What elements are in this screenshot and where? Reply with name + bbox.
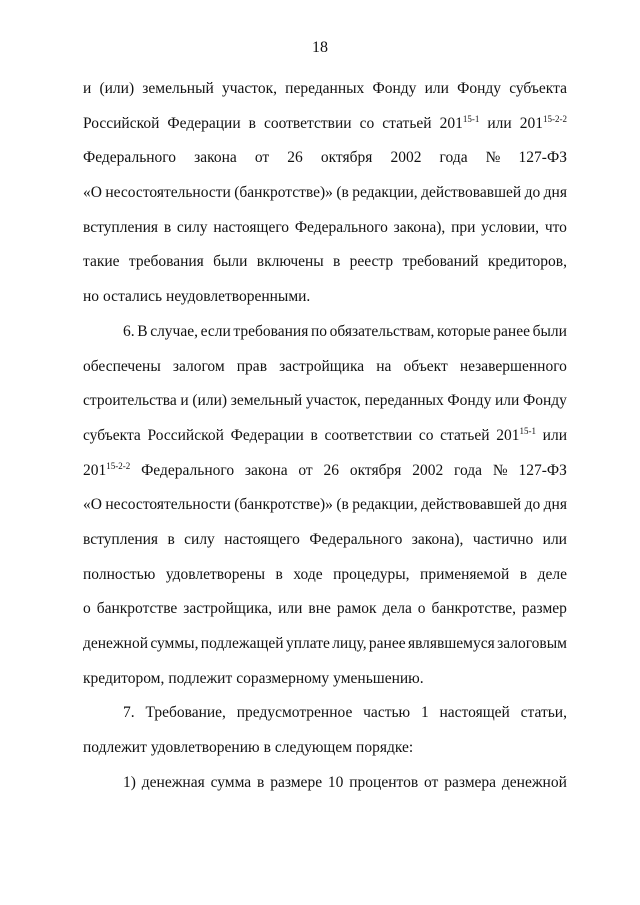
page-number: 18 [312, 39, 328, 56]
text-line: о банкротстве застройщика, или вне рамок дела о банкротстве, размер [83, 600, 567, 618]
text-line: 7. Требование, предусмотренное частью 1 настоящей статьи, [123, 704, 567, 722]
text-line: такие требования были включены в реестр требований кредиторов, [83, 253, 567, 271]
text-line: вступления в силу настоящего Федерального закона), при условии, что [83, 218, 567, 236]
text-line: подлежит удовлетворению в следующем порядке: [83, 739, 414, 757]
text-line: обеспечены залогом прав застройщика на объект незавершенного [83, 357, 567, 375]
text-line: кредитором, подлежит соразмерному уменьшению. [83, 669, 424, 687]
text-line: субъекта Российской Федерации в соответствии со статьей 201$^{15-1}$ или [83, 425, 567, 444]
paragraph [83, 766, 567, 801]
text-line: 6. В случае, если требования по обязательствам, которые ранее были [123, 322, 567, 340]
text-line: но остались неудовлетворенными. [83, 288, 311, 306]
text-line: «О несостоятельности (банкротстве)» (в редакции, действовавшей до дня [83, 184, 567, 202]
paragraph [83, 72, 567, 315]
text-line: Российской Федерации в соответствии со статьей 201$^{15-1}$ или 201$^{15-2-2}$ [83, 113, 567, 132]
paragraph [83, 696, 567, 765]
text-line: 201$^{15-2-2}$ Федерального закона от 26 октября 2002 года № 127-ФЗ [83, 460, 567, 479]
text-line: вступления в силу настоящего Федерального закона), частично или [83, 530, 567, 548]
text-line: денежной суммы, подлежащей уплате лицу, ранее являвшемуся залоговым [83, 635, 567, 652]
text-line: и (или) земельный участок, переданных Фонду или Фонду субъекта [83, 80, 567, 97]
text-line: Федерального закона от 26 октября 2002 года № 127-ФЗ [83, 149, 567, 167]
document-body [83, 72, 567, 800]
text-line: строительства и (или) земельный участок, переданных Фонду или Фонду [83, 392, 567, 410]
paragraph [83, 315, 567, 697]
text-line: «О несостоятельности (банкротстве)» (в редакции, действовавшей до дня [83, 496, 567, 514]
text-line: полностью удовлетворены в ходе процедуры, применяемой в деле [83, 565, 567, 583]
text-line: 1) денежная сумма в размере 10 процентов от размера денежной [123, 773, 567, 791]
